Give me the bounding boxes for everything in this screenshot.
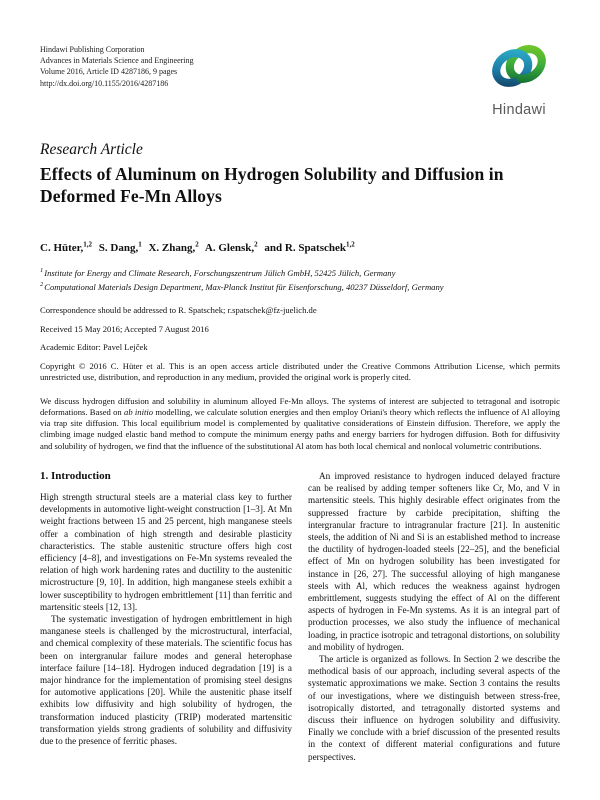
paragraph: An improved resistance to hydrogen induced delayed fracture can be realised by adding temper softeners like Cr, Mo, and V in martensitic steels. This highly desirable effect originates from the suppressed fracture by carbide precipitation, shifting the intergranular fracture to intragranular fracture [21]. In austenitic steels, the addition of Ni and Si is an established method to increase the ductility of hydrogen-loaded steels [22–25], and the beneficial effect of Mn on hydrogen solubility has been investigated for instance in [26, 27]. The successful alloying of high manganese steels with Al, which reduces the weakness against hydrogen embrittlement, suggests studying the effect of Al on the different aspects of hydrogen in Fe-Mn systems. As it is an integral part of production processes, we also study the influence of mechanical loading, in practice isotropic and tetragonal distortions, on solubility and mobility of hydrogen.	[308, 470, 560, 652]
author-affil-sup: 1	[138, 240, 142, 248]
masthead	[40, 44, 560, 118]
author: A. Glensk,$^2$	[204, 240, 258, 254]
affiliation: $^1$Institute for Energy and Climate Research, Forschungszentrum Jülich GmbH, 52425 Jülich, Germany	[40, 266, 396, 278]
history-line: Received 15 May 2016; Accepted 7 August 2016	[40, 323, 209, 334]
author-affil-sup: 2	[254, 240, 258, 248]
volume-info: Volume 2016, Article ID 4287186, 9 pages	[40, 67, 178, 77]
author: and R. Spatschek$^{1,2}$	[264, 240, 355, 254]
doi-link[interactable]: http://dx.doi.org/10.1155/2016/4287186	[40, 78, 169, 88]
paragraph: High strength structural steels are a material class key to further developments in automotive light-weight construction [1–3]. At Mn weight fractions between 15 and 25 percent, high manganese steels offer a combination of high strength and desirable plasticity characteristics. The stable austenitic structure offers high cost efficiency [4–8], and investigations on Fe-Mn systems revealed the relation of high work hardening rates and ductility to the austenitic microstructure [9, 10]. In addition, high manganese steels exhibit a lower susceptibility to hydrogen embrittlement [11] than ferritic and martensitic steels [12, 13].	[40, 491, 292, 612]
abstract	[40, 396, 560, 452]
journal-name: Advances in Materials Science and Engineering	[40, 56, 194, 66]
author: S. Dang,$^1$	[98, 240, 142, 254]
author: C. Hüter,$^{1,2}$	[40, 240, 93, 254]
affiliation: $^2$Computational Materials Design Department, Max-Planck Institut für Eisenforschung, 40237 Düsseldorf, Germany	[40, 280, 444, 292]
body-columns	[40, 470, 560, 763]
correspondence-line[interactable]: Correspondence should be addressed to R. Spatschek; r.spatschek@fz-juelich.de	[40, 305, 317, 316]
author-affil-sup: 2	[195, 240, 199, 248]
article-title: Effects of Aluminum on Hydrogen Solubility and Diffusion in Deformed Fe-Mn Alloys	[40, 164, 504, 206]
author-line	[40, 240, 560, 254]
section-heading-introduction: 1. Introduction	[40, 469, 111, 482]
publisher-info	[40, 44, 194, 89]
article-type-label: Research Article	[40, 141, 143, 158]
paragraph: The article is organized as follows. In Section 2 we describe the methodical basis of our approach, including several aspects of the systematic approximations we make. Section 3 contains the results of our investigations, where we distinguish between stress-free, isotropically distorted, and tetragonally distorted systems and discuss their influence on hydrogen solubility and diffusivity. Finally we conclude with a brief discussion of the presented results in the context of different material configurations and future perspectives.	[308, 653, 560, 762]
paragraph: The systematic investigation of hydrogen embrittlement in high manganese steels is challenged by the microstructural, interfacial, and chemical complexity of these materials. The scientific focus has been on intergranular failure modes and general heterophase interface failure [14–18]. Hydrogen induced degradation [19] is a major hindrance for the implementation of promising steel designs for automotive applications [20]. While the austenitic phase itself exhibits low diffusivity and high solubility of hydrogen, the transformation induced plasticity (TRIP) moderated martensitic transformation yields strong gradients of solubility and diffusivity due to the presence of ferritic phases.	[40, 613, 292, 746]
right-column	[308, 470, 560, 763]
hindawi-rings-icon	[485, 38, 553, 96]
hindawi-logo-text: Hindawi	[492, 102, 546, 118]
left-column	[40, 470, 292, 763]
author-affil-sup: 1,2	[346, 240, 355, 248]
abstract-italic-term: ab initio	[124, 407, 154, 418]
abstract-text: We discuss hydrogen diffusion and solubility in aluminum alloyed Fe-Mn alloys. The systems of interest are subjected to tetragonal and isotropic deformations. Based on	[40, 395, 560, 418]
author: X. Zhang,$^2$	[148, 240, 199, 254]
author-affil-sup: 1,2	[83, 240, 93, 248]
copyright-notice: Copyright © 2016 C. Hüter et al. This is an open access article distributed under the Creative Commons Attribution License, which permits unrestricted use, distribution, and reproduction in any medium, provided the original work is properly cited.	[40, 361, 560, 383]
publisher-name: Hindawi Publishing Corporation	[40, 45, 145, 54]
academic-editor-line: Academic Editor: Pavel Lejček	[40, 342, 148, 353]
hindawi-logo	[478, 38, 560, 118]
affiliation-list	[40, 265, 560, 293]
abstract-text: modelling, we calculate solution energies and then employ Oriani's theory which reflects the influence of Al alloying via trap site diffusion. This local equilibrium model is complemented by qualitative considerations of Einstein diffusion. Therefore, we apply the climbing image nudged elastic band method to compute the minimum energy paths and energy barriers for hydrogen diffusion. Both for diffusivity and solubility of hydrogen, we find that the influence of the substitutional Al atom has both local chemical and nonlocal volumetric contributions.	[40, 407, 560, 451]
